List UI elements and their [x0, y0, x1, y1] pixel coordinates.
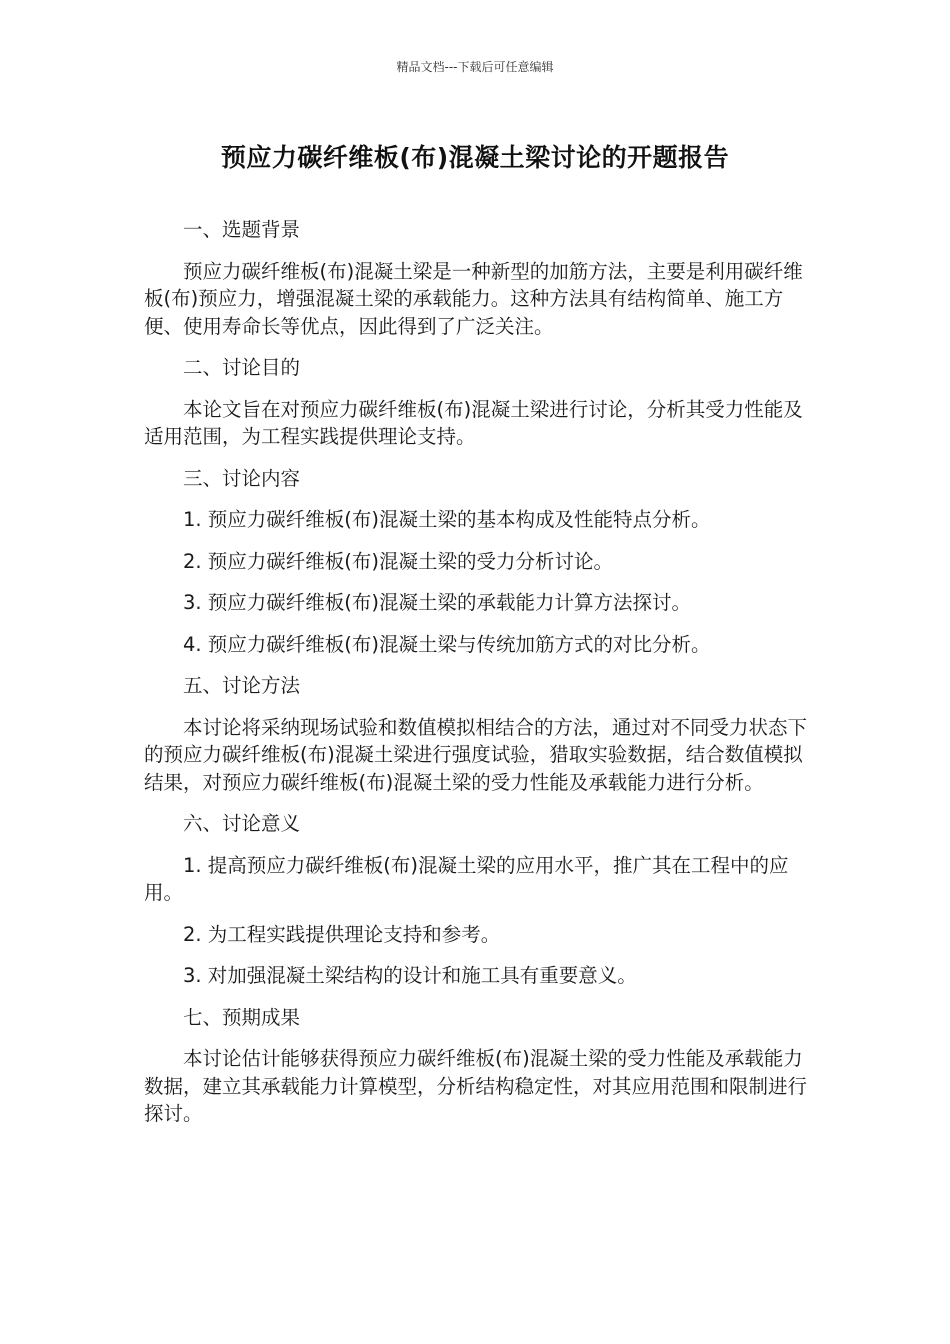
- document-title: 预应力碳纤维板(布)混凝土梁讨论的开题报告: [220, 143, 730, 172]
- paragraph-expected-results: 本讨论估计能够获得预应力碳纤维板(布)混凝土梁的受力性能及承载能力数据，建立其承载能力计算模型，分析结构稳定性，对其应用范围和限制进行探讨。: [144, 1047, 808, 1125]
- list-item: 3. 对加强混凝土梁结构的设计和施工具有重要意义。: [183, 964, 637, 987]
- list-item: 2. 预应力碳纤维板(布)混凝土梁的受力分析讨论。: [183, 549, 614, 573]
- paragraph-background: 预应力碳纤维板(布)混凝土梁是一种新型的加筋方法，主要是利用碳纤维板(布)预应力，增强混凝土梁的承载能力。这种方法具有结构简单、施工方便、使用寿命长等优点，因此得到了广泛关注。: [144, 259, 803, 338]
- page-header: 精品文档---下载后可任意编辑: [396, 60, 554, 74]
- section-heading-expected-results: 七、预期成果: [183, 1005, 301, 1029]
- list-item: 1. 提高预应力碳纤维板(布)混凝土梁的应用水平，推广其在工程中的应用。: [144, 853, 789, 904]
- list-item: 1. 预应力碳纤维板(布)混凝土梁的基本构成及性能特点分析。: [183, 508, 711, 531]
- paragraph-method: 本讨论将采纳现场试验和数值模拟相结合的方法，通过对不同受力状态下的预应力碳纤维板(布)混凝土梁进行强度试验，猎取实验数据，结合数值模拟结果，对预应力碳纤维板(布)混凝土梁的受力性能及承载能力进行分析。: [144, 715, 808, 794]
- document-body: [144, 216, 809, 1142]
- paragraph-purpose: 本论文旨在对预应力碳纤维板(布)混凝土梁进行讨论，分析其受力性能及适用范围，为工程实践提供理论支持。: [144, 397, 803, 448]
- list-item: 2. 为工程实践提供理论支持和参考。: [183, 922, 501, 946]
- section-heading-content: 三、讨论内容: [183, 466, 301, 490]
- list-item: 3. 预应力碳纤维板(布)混凝土梁的承载能力计算方法探讨。: [183, 591, 692, 614]
- section-heading-background: 一、选题背景: [183, 218, 301, 241]
- section-heading-method: 五、讨论方法: [183, 674, 301, 697]
- section-heading-purpose: 二、讨论目的: [183, 356, 301, 379]
- section-heading-significance: 六、讨论意义: [183, 812, 301, 835]
- list-item: 4. 预应力碳纤维板(布)混凝土梁与传统加筋方式的对比分析。: [183, 632, 711, 656]
